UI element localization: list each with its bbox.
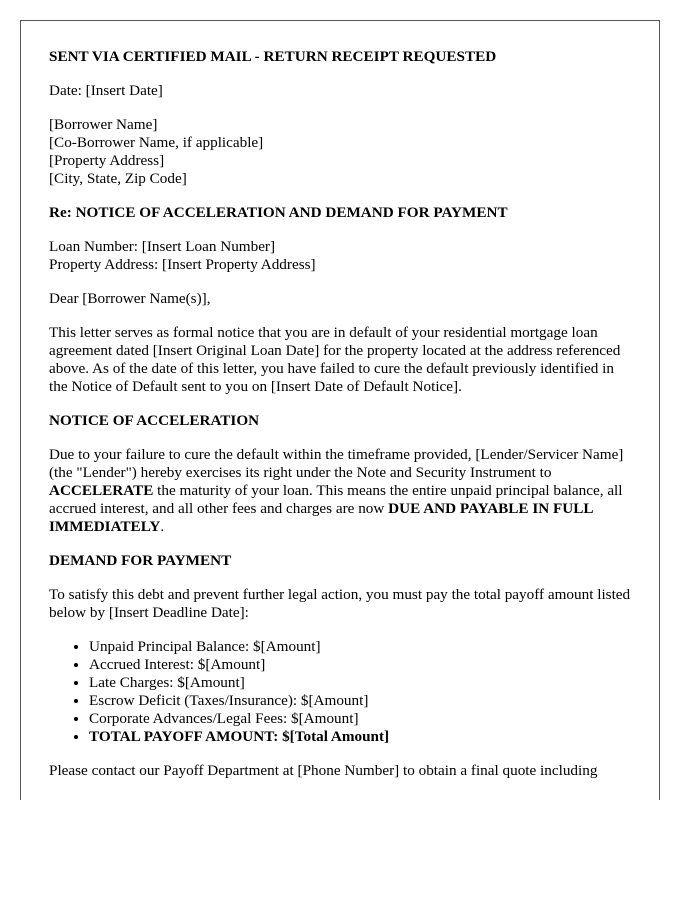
borrower-name: [Borrower Name] [49, 116, 158, 133]
acceleration-paragraph [49, 446, 635, 536]
salutation: Dear [Borrower Name(s)], [49, 290, 211, 307]
delivery-method-line: SENT VIA CERTIFIED MAIL - RETURN RECEIPT REQUESTED [49, 48, 497, 65]
demand-paragraph: To satisfy this debt and prevent further legal action, you must pay the total payoff amount listed below by [Insert Deadline Date]: [49, 586, 631, 621]
list-item: • Corporate Advances/Legal Fees: $[Amount] [89, 710, 635, 728]
acceleration-text-part-1: Due to your failure to cure the default within the timeframe provided, [Lender/Servicer Name] (the "Lender") hereby exercises its right under the Note and Security Instrument to [49, 446, 624, 481]
letter-page [20, 20, 660, 800]
due-payable-emphasis: DUE AND PAYABLE IN FULL IMMEDIATELY [49, 500, 593, 535]
acceleration-text-part-2: the maturity of your loan. This means the entire unpaid principal balance, all accrued interest, and all other fees and charges are now [49, 482, 623, 517]
city-state-zip-line: [City, State, Zip Code] [49, 170, 187, 187]
reference-property-address-line: Property Address: [Insert Property Address] [49, 256, 316, 273]
contact-paragraph: Please contact our Payoff Department at [Phone Number] to obtain a final quote including [49, 762, 598, 779]
subject-line: Re: NOTICE OF ACCELERATION AND DEMAND FOR PAYMENT [49, 204, 508, 221]
letter-body [49, 48, 635, 796]
accelerate-emphasis: ACCELERATE [49, 482, 154, 499]
co-borrower-name: [Co-Borrower Name, if applicable] [49, 134, 264, 151]
payoff-item-list [49, 638, 635, 746]
reference-block [49, 238, 635, 274]
intro-paragraph: This letter serves as formal notice that you are in default of your residential mortgage loan agreement dated [Insert Original Loan Date] for the property located at the address referenced above. As of the date of this letter, you have failed to cure the default previously identified in the Notice of Default sent to you on [Insert Date of Default Notice]. [49, 324, 621, 395]
list-item: • Unpaid Principal Balance: $[Amount] [89, 638, 635, 656]
list-item: • Accrued Interest: $[Amount] [89, 656, 635, 674]
list-item: • Late Charges: $[Amount] [89, 674, 635, 692]
acceleration-text-part-3: . [160, 518, 165, 535]
total-payoff-item: • TOTAL PAYOFF AMOUNT: $[Total Amount] [89, 728, 635, 746]
loan-number-line: Loan Number: [Insert Loan Number] [49, 238, 276, 255]
date-line: Date: [Insert Date] [49, 82, 163, 99]
recipient-address-block [49, 116, 635, 188]
demand-heading: DEMAND FOR PAYMENT [49, 552, 232, 569]
list-item: • Escrow Deficit (Taxes/Insurance): $[Amount] [89, 692, 635, 710]
acceleration-heading: NOTICE OF ACCELERATION [49, 412, 260, 429]
property-address-line: [Property Address] [49, 152, 165, 169]
